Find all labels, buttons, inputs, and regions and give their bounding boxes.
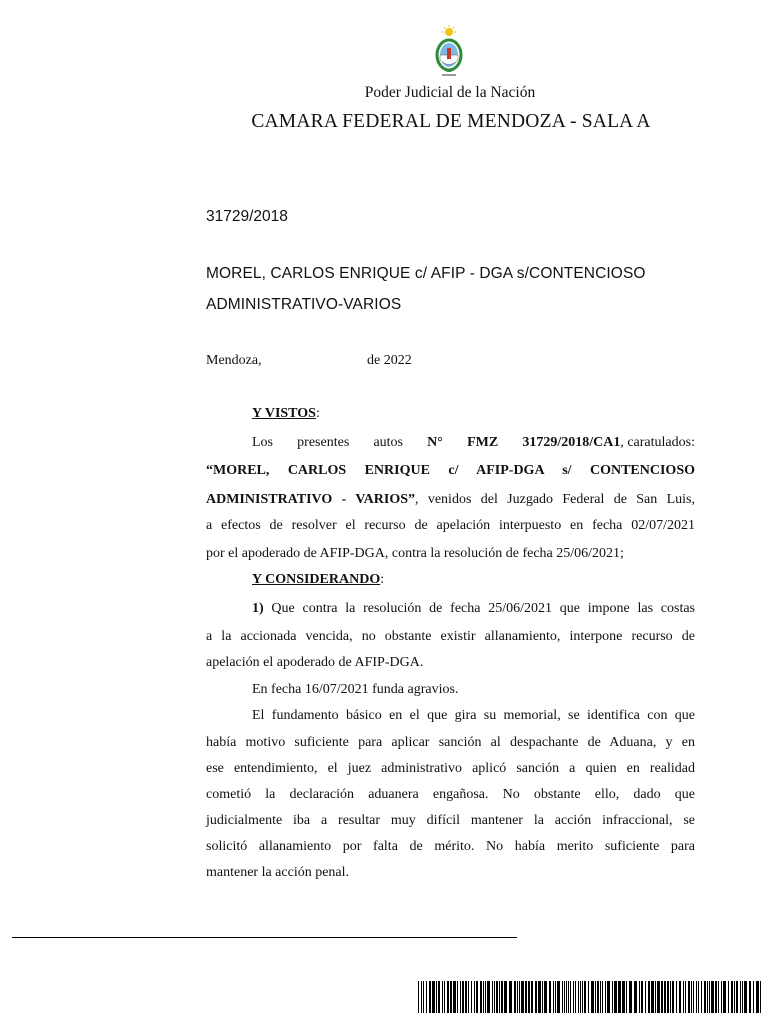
case-caption-line: MOREL, CARLOS ENRIQUE c/ AFIP - DGA s/CONTENCIOSO — [206, 265, 646, 282]
paragraph-line: solicitó allanamiento por falta de mérito. No había merito suficiente para — [206, 839, 695, 854]
case-caption-line: ADMINISTRATIVO-VARIOS — [206, 296, 402, 313]
paragraph-line: apelación el apoderado de AFIP-DGA. — [206, 655, 424, 670]
paragraph-line: cometió la declaración aduanera engañosa. No obstante ello, dado que — [206, 787, 695, 802]
footer-divider — [12, 937, 517, 938]
coat-of-arms-icon — [429, 24, 469, 82]
text-fragment: autos — [373, 435, 403, 450]
paragraph-line: a la accionada vencida, no obstante existir allanamiento, interpone recurso de — [206, 629, 695, 644]
considerando-heading-line — [252, 571, 695, 589]
case-number: 31729/2018 — [206, 208, 288, 225]
paragraph-line: judicialmente iba a resultar muy difícil mantener la acción infraccional, se — [206, 813, 695, 828]
paragraph-line: En fecha 16/07/2021 funda agravios. — [252, 682, 459, 697]
paragraph-line: ese entendimiento, el juez administrativo aplicó sanción a quien en realidad — [206, 761, 695, 776]
colon: : — [315, 406, 320, 421]
colon: : — [380, 572, 385, 587]
dateline-place: Mendoza, — [206, 353, 262, 368]
case-reference: 31729/2018/CA1 — [522, 435, 621, 450]
paragraph-line: El fundamento básico en el que gira su memorial, se identifica con que — [252, 708, 695, 723]
considerando-heading: Y CONSIDERANDO — [252, 572, 381, 587]
paragraph-line: mantener la acción penal. — [206, 865, 350, 880]
text-fragment: ADMINISTRATIVO - VARIOS” — [206, 492, 415, 507]
paragraph-line: “MOREL, CARLOS ENRIQUE c/ AFIP-DGA s/ CONTENCIOSO — [206, 463, 695, 478]
barcode-icon — [418, 981, 764, 1013]
paragraph-line: había motivo suficiente para aplicar sanción al despachante de Aduana, y en — [206, 735, 695, 750]
paragraph-line — [252, 600, 695, 618]
text-fragment: , caratulados: — [620, 435, 695, 450]
header-court: CAMARA FEDERAL DE MENDOZA - SALA A — [251, 111, 651, 132]
paragraph-line: a efectos de resolver el recurso de apelación interpuesto en fecha 02/07/2021 — [206, 518, 695, 533]
text-fragment: Que contra la resolución de fecha 25/06/2021 que impone las costas — [263, 601, 695, 616]
text-fragment: FMZ — [467, 435, 499, 450]
text-fragment: N° — [427, 435, 443, 450]
vistos-heading: Y VISTOS — [252, 406, 316, 421]
header-institution: Poder Judicial de la Nación — [364, 84, 536, 101]
paragraph-line — [206, 491, 695, 509]
paragraph-line: por el apoderado de AFIP-DGA, contra la resolución de fecha 25/06/2021; — [206, 546, 624, 561]
dateline-year: de 2022 — [367, 353, 412, 368]
text-fragment: Los — [252, 435, 273, 450]
text-fragment: , venidos del Juzgado Federal de San Luis, — [415, 492, 695, 507]
paragraph-number: 1) — [252, 601, 264, 616]
paragraph-line — [252, 434, 695, 452]
text-fragment: presentes — [297, 435, 350, 450]
vistos-heading-line — [252, 405, 695, 423]
